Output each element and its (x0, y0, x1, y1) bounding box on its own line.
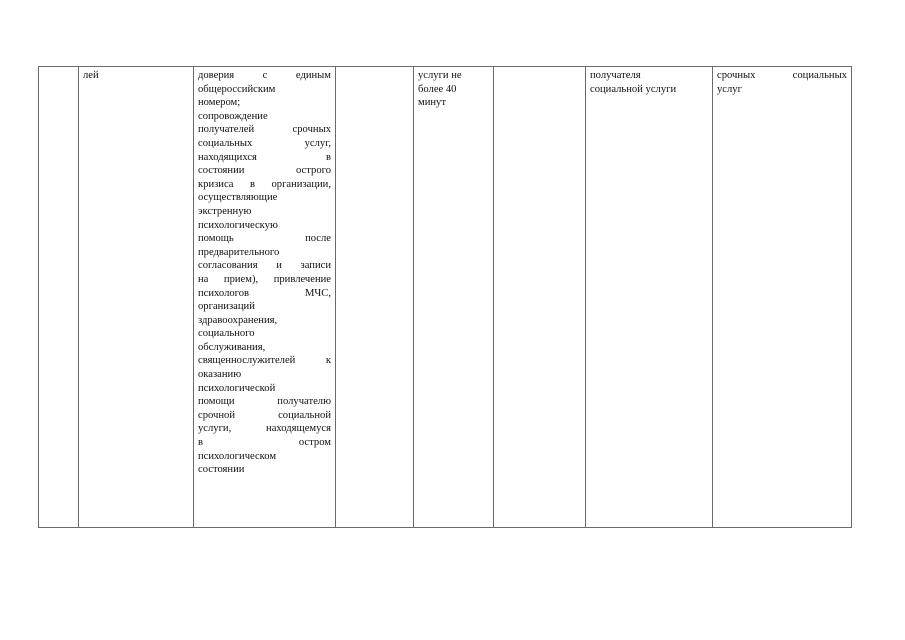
cell-line: общероссийским (198, 83, 276, 95)
cell-line: священнослужителей к (198, 355, 331, 367)
cell-line: организаций (198, 301, 255, 313)
cell-line: психологов МЧС, (198, 287, 331, 299)
document-table (38, 66, 852, 528)
cell-line: находящихся в (198, 151, 331, 163)
cell-name: лей (79, 67, 194, 528)
table-row (39, 67, 852, 528)
cell-line: доверия с единым (198, 70, 331, 81)
cell-empty-4 (336, 67, 414, 528)
cell-line: услуги, находящемуся (198, 423, 331, 435)
cell-number (39, 67, 79, 528)
cell-line: кризиса в организации, (198, 178, 331, 190)
cell-line: более 40 (418, 83, 457, 95)
cell-line: срочной социальной (198, 409, 331, 421)
cell-line: минут (418, 97, 446, 109)
cell-line: номером; (198, 97, 241, 109)
cell-service (713, 67, 852, 528)
cell-line: согласования и записи (198, 260, 331, 272)
cell-line: предварительного (198, 246, 280, 258)
cell-line: состоянии острого (198, 165, 331, 177)
cell-line: получателей срочных (198, 124, 331, 136)
cell-line: помощь после (198, 233, 331, 245)
cell-line: психологическом (198, 450, 277, 462)
cell-line: услуги не (418, 70, 462, 81)
cell-line: психологической (198, 382, 276, 394)
cell-line: на прием), привлечение (198, 273, 331, 285)
cell-line: срочных социальных (717, 70, 847, 81)
cell-line: осуществляющие (198, 192, 278, 204)
cell-recipient (586, 67, 713, 528)
cell-line: услуг (717, 83, 742, 95)
cell-duration (414, 67, 494, 528)
cell-empty-6 (494, 67, 586, 528)
cell-line: социальной услуги (590, 83, 677, 95)
cell-line: сопровождение (198, 110, 268, 122)
cell-line: экстренную (198, 205, 252, 217)
cell-line: социальных услуг, (198, 137, 331, 149)
cell-line: состоянии (198, 464, 245, 476)
cell-description (194, 67, 336, 528)
cell-line: помощи получателю (198, 396, 331, 408)
cell-line: оказанию (198, 369, 242, 381)
cell-line: психологическую (198, 219, 278, 231)
cell-line: социального (198, 328, 255, 340)
cell-line: в остром (198, 437, 331, 449)
cell-line: получателя (590, 70, 641, 81)
cell-line: обслуживания, (198, 341, 266, 353)
cell-line: здравоохранения, (198, 314, 278, 326)
